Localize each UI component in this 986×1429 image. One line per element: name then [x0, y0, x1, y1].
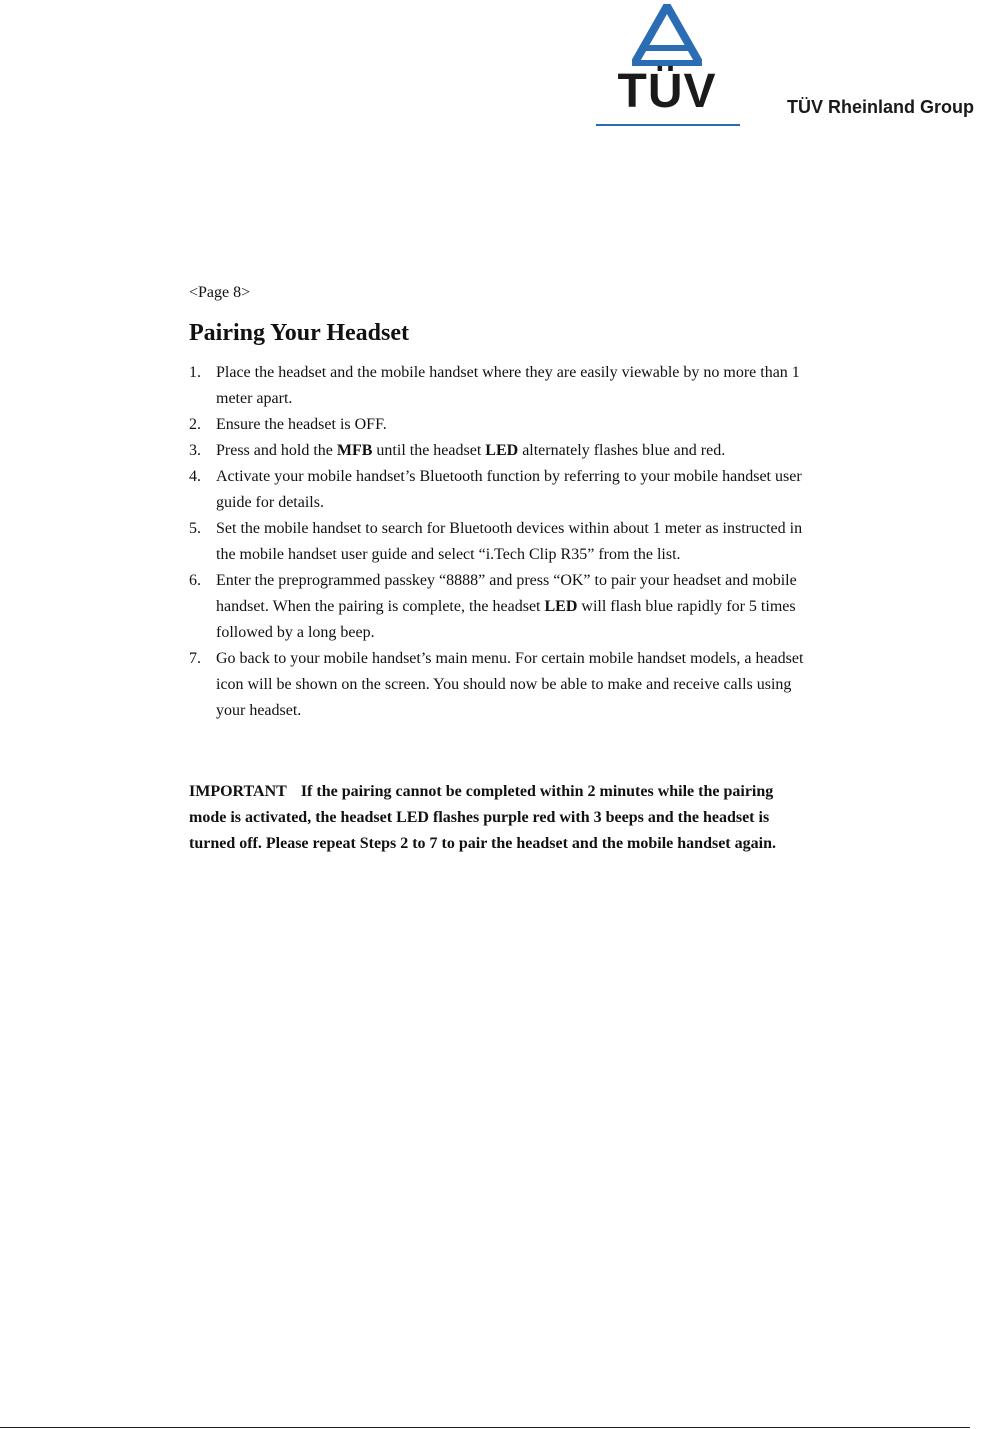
list-item	[189, 464, 809, 516]
step-text: Place the headset and the mobile handset where they are easily viewable by no more than 1 meter apart.	[216, 364, 800, 407]
list-item	[189, 568, 809, 646]
step-number: 5.	[189, 520, 201, 537]
step-number: 4.	[189, 468, 201, 485]
list-item	[189, 516, 809, 568]
step-number: 6.	[189, 572, 201, 589]
step-text-part: until the headset	[372, 442, 486, 459]
list-item	[189, 412, 809, 438]
step-text-part: will flash blue rapidly for 5 times followed by a long beep.	[216, 598, 796, 641]
step-bold-term: LED	[485, 442, 519, 459]
important-label: IMPORTANT	[189, 783, 287, 800]
step-bold-term: LED	[544, 598, 578, 615]
page-label: <Page 8>	[189, 284, 251, 301]
step-number: 1.	[189, 364, 201, 381]
list-item	[189, 360, 809, 412]
step-text	[216, 442, 725, 459]
footer-divider	[0, 1427, 970, 1428]
tuv-triangle-icon	[632, 4, 702, 66]
important-text: If the pairing cannot be completed within 2 minutes while the pairing mode is activated, the headset LED flashes purple red with 3 beeps and the headset is turned off. Please repeat Steps 2 to 7 to pair the headset and the mobile handset again.	[189, 783, 776, 852]
step-text-part: Enter the preprogrammed passkey “8888” and press “OK” to pair your headset and mobile handset. When the pairing is complete, the headset	[216, 572, 797, 615]
step-number: 7.	[189, 650, 201, 667]
step-number: 3.	[189, 442, 201, 459]
list-item	[189, 646, 809, 724]
step-number: 2.	[189, 416, 201, 433]
tuv-wordmark: TÜV	[617, 65, 717, 118]
important-note	[189, 779, 809, 857]
list-item	[189, 438, 809, 464]
step-bold-term: MFB	[336, 442, 373, 459]
step-text-part: Press and hold the	[216, 442, 337, 459]
page-title: Pairing Your Headset	[189, 320, 409, 346]
step-text: Activate your mobile handset’s Bluetooth function by referring to your mobile handset user guide for details.	[216, 468, 802, 511]
step-text	[216, 572, 797, 641]
logo-underline	[596, 124, 740, 126]
tuv-logo	[596, 0, 742, 128]
pairing-steps-list	[189, 360, 809, 724]
step-text: Go back to your mobile handset’s main menu. For certain mobile handset models, a headset icon will be shown on the screen. You should now be able to make and receive calls using your headset.	[216, 650, 804, 719]
step-text: Set the mobile handset to search for Bluetooth devices within about 1 meter as instructed in the mobile handset user guide and select “i.Tech Clip R35” from the list.	[216, 520, 803, 563]
group-name: TÜV Rheinland Group	[787, 97, 974, 117]
step-text: Ensure the headset is OFF.	[216, 416, 387, 433]
step-text-part: alternately flashes blue and red.	[518, 442, 726, 459]
